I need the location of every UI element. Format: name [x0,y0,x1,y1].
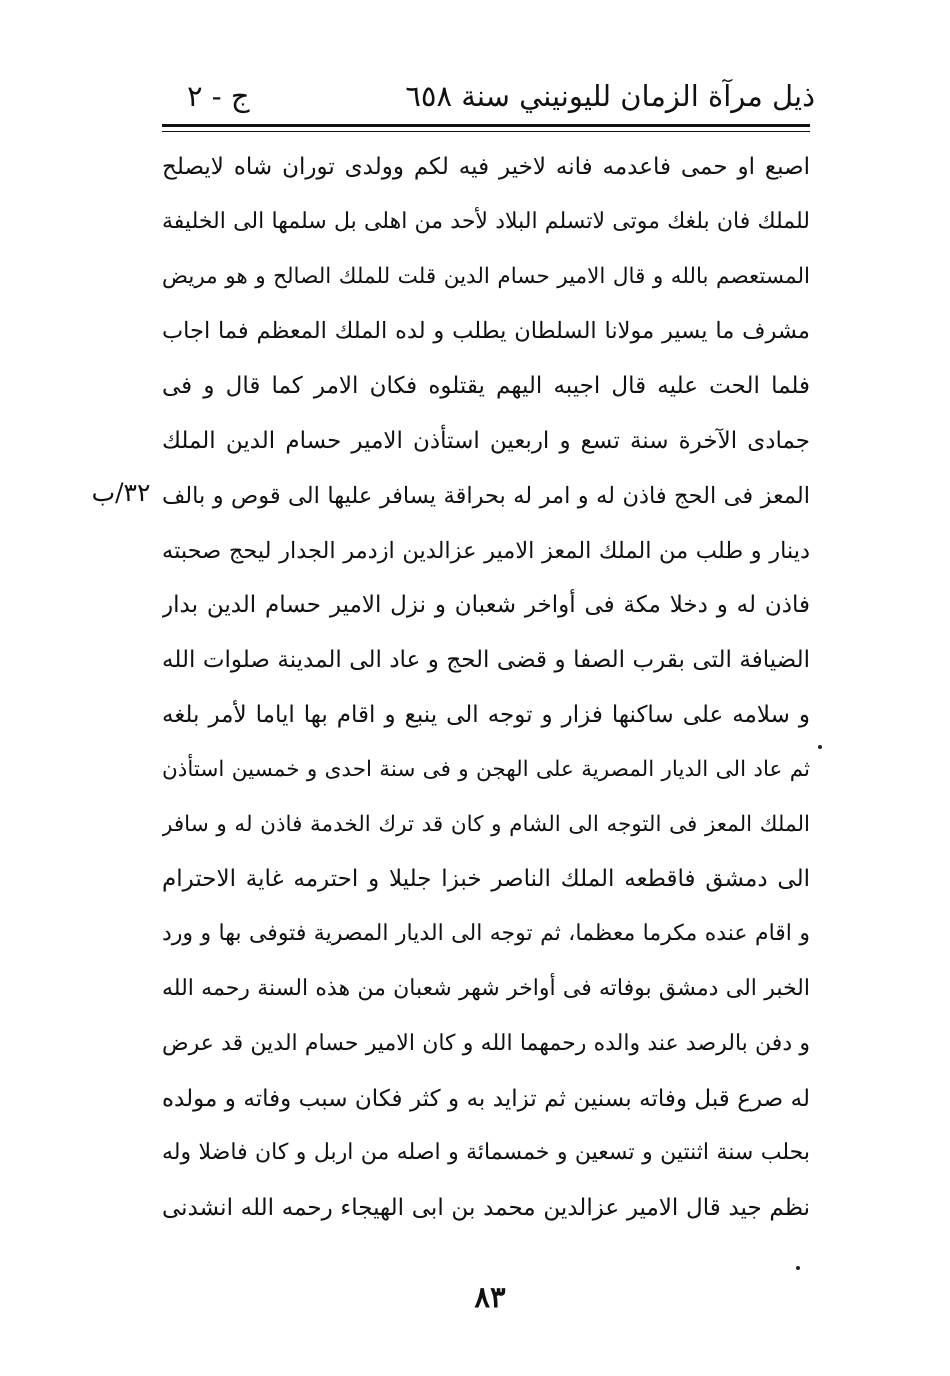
header-rule-thick [162,124,810,127]
text-line: المعز فى الحج فاذن له و امر له بحراقة يسافر عليها الى قوص و بالف [162,482,810,509]
volume-number: ج - ٢ [187,79,250,113]
book-title-year: ذيل مرآة الزمان لليونيني سنة ٦٥٨ [405,79,815,113]
text-line: ثم عاد الى الديار المصرية على الهجن و فى سنة احدى و خمسين استأذن [162,756,810,782]
text-line: للملك فان بلغك موتى لاتسلم البلاد لأحد من اهلى بل سلمها الى الخليفة [162,208,810,234]
header-rule-thin [162,131,810,132]
text-line: و اقام عنده مكرما معظما، ثم توجه الى الديار المصرية فتوفى بها و ورد [162,921,810,947]
running-header [175,70,815,126]
ink-speck [818,745,822,749]
manuscript-folio-note: ٣٢/ب [91,478,151,507]
text-line: فلما الحت عليه قال اجيبه اليهم يقتلوه فكان الامر كما قال و فى [162,373,810,400]
text-line: بحلب سنة اثنتين و تسعين و خمسمائة و اصله من اربل و كان فاضلا وله [162,1140,810,1166]
text-line: الملك المعز فى التوجه الى الشام و كان قد ترك الخدمة فاذن له و سافر [162,811,810,837]
text-line: الى دمشق فاقطعه الملك الناصر خبزا جليلا و احترمه غاية الاحترام [162,866,810,893]
text-line: و دفن بالرصد عند والده رحمهما الله و كان الامير حسام الدين قد عرض [162,1030,810,1056]
ink-speck [796,1266,800,1270]
page-number: ٨٣ [474,1280,506,1314]
text-line: دينار و طلب من الملك المعز الامير عزالدين ازدمر الجدار ليحج صحبته [162,537,810,564]
text-line: اصبع او حمى فاعدمه فانه لاخير فيه لكم وولدى توران شاه لايصلح [162,154,810,180]
text-line: الضيافة التى بقرب الصفا و قضى الحج و عاد الى المدينة صلوات الله [162,647,810,674]
text-line: نظم جيد قال الامير عزالدين محمد بن ابى الهيجاء رحمه الله انشدنى [162,1195,810,1222]
text-line: له صرع قبل وفاته بسنين ثم تزايد به و كثر فكان سبب وفاته و مولده [162,1085,810,1112]
text-line: جمادى الآخرة سنة تسع و اربعين استأذن الامير حسام الدين الملك [162,427,810,454]
text-line: فاذن له و دخلا مكة فى أواخر شعبان و نزل الامير حسام الدين بدار [162,592,810,619]
body-text [162,140,810,1236]
text-line: الخبر الى دمشق بوفاته فى أواخر شهر شعبان من هذه السنة رحمه الله [162,975,810,1001]
text-line: مشرف ما يسير مولانا السلطان يطلب و لده الملك المعظم فما اجاب [162,318,810,345]
text-line: المستعصم بالله و قال الامير حسام الدين قلت للملك الصالح و هو مريض [162,263,810,289]
text-line: و سلامه على ساكنها فزار و توجه الى ينبع و اقام بها اياما لأمر بلغه [162,701,810,728]
